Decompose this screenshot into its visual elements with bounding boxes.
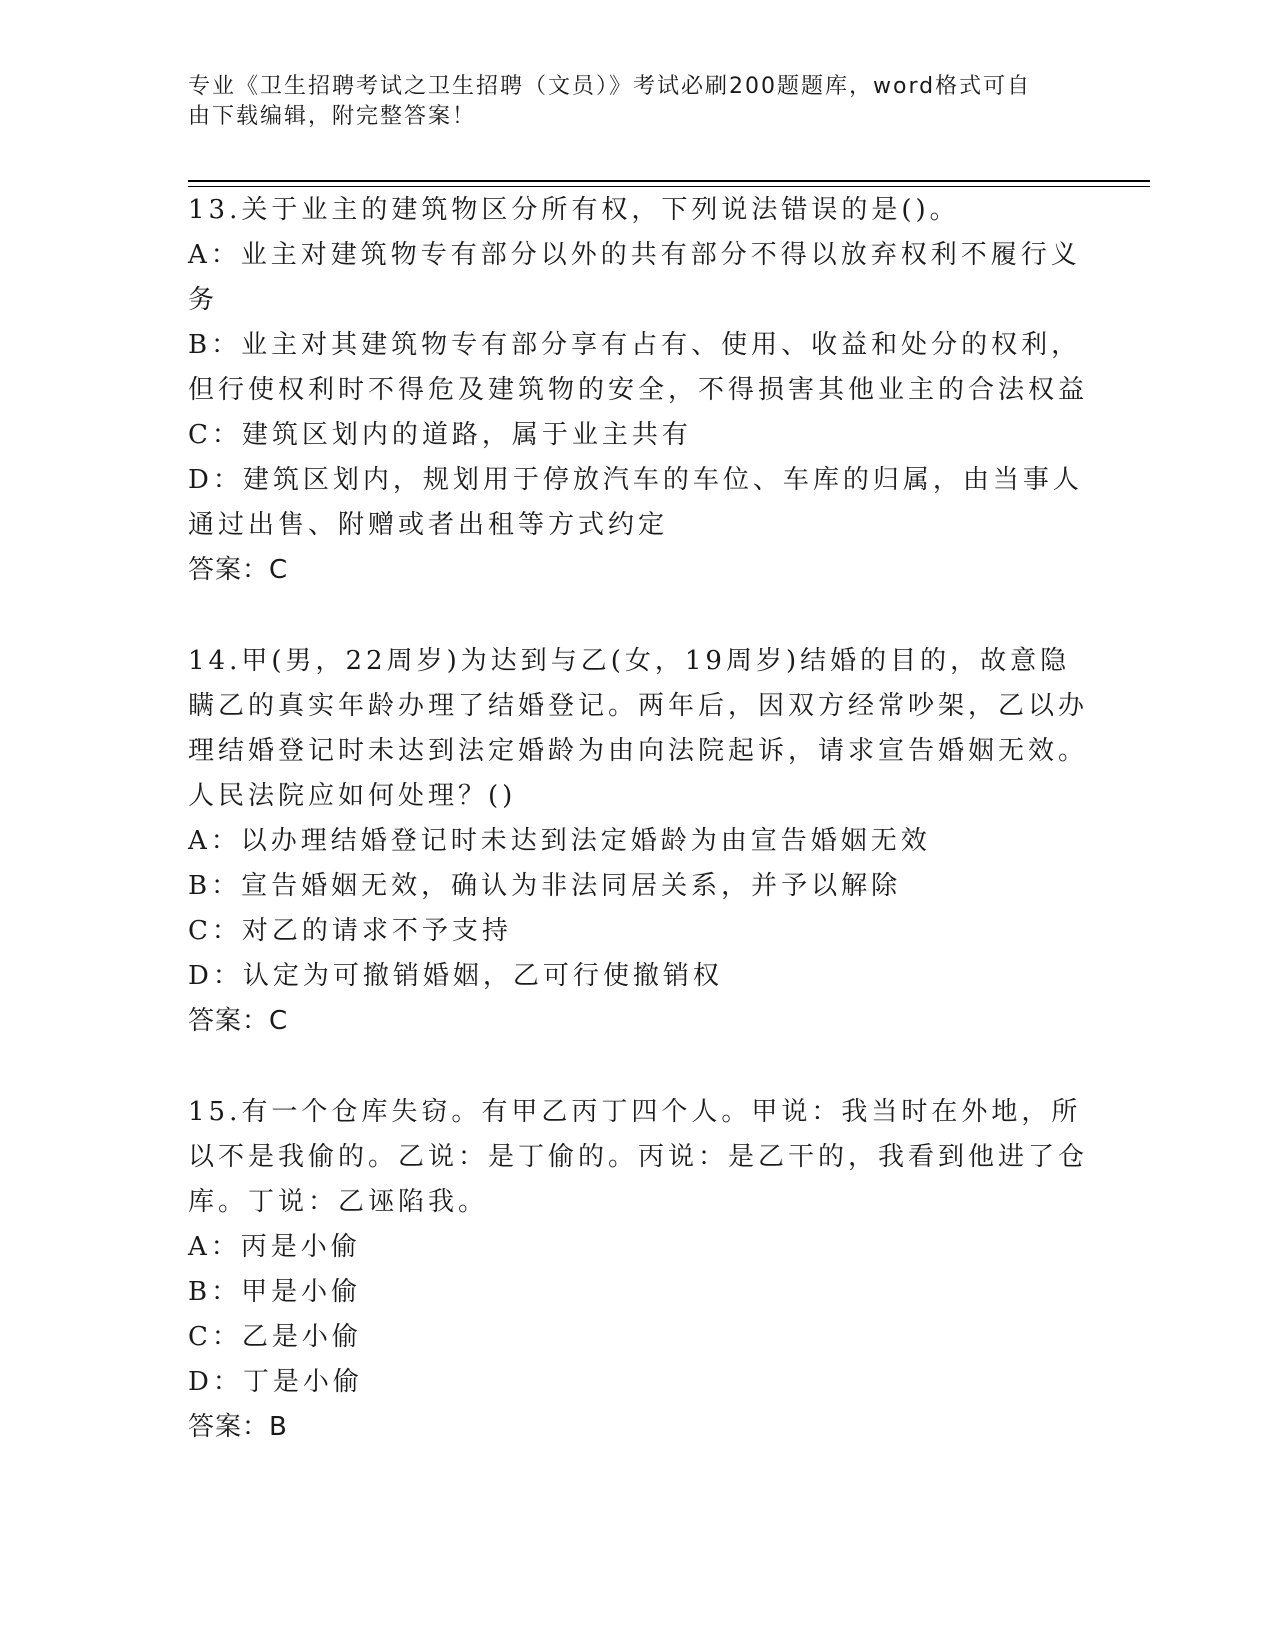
option-a: A：以办理结婚登记时未达到法定婚龄为由宣告婚姻无效	[188, 826, 931, 856]
option-c: C：对乙的请求不予支持	[188, 916, 512, 946]
answer: 答案：C	[188, 1006, 289, 1036]
option-d: D：建筑区划内，规划用于停放汽车的车位、车库的归属，由当事人通过出售、附赠或者出租等方式约定	[188, 465, 1083, 540]
question-14	[188, 639, 1088, 1044]
answer: 答案：C	[188, 555, 289, 585]
header-divider-thin	[188, 186, 1150, 187]
question-15	[188, 1090, 1088, 1450]
option-b: B：宣告婚姻无效，确认为非法同居关系，并予以解除	[188, 871, 902, 901]
header-line-1: 专业《卫生招聘考试之卫生招聘（文员）》考试必刷200题题库，word格式可自	[188, 74, 1032, 99]
option-d: D：丁是小偷	[188, 1367, 363, 1397]
answer: 答案：B	[188, 1412, 288, 1442]
option-c: C：乙是小偷	[188, 1322, 362, 1352]
document-header	[188, 72, 1068, 132]
option-a: A：丙是小偷	[188, 1232, 361, 1262]
option-d: D：认定为可撤销婚姻，乙可行使撤销权	[188, 961, 723, 991]
option-c: C：建筑区划内的道路，属于业主共有	[188, 420, 692, 450]
option-a: A：业主对建筑物专有部分以外的共有部分不得以放弃权利不履行义务	[188, 240, 1081, 315]
question-list	[188, 188, 1088, 1496]
question-stem: 13.关于业主的建筑物区分所有权，下列说法错误的是()。	[188, 195, 960, 225]
header-line-2: 由下载编辑，附完整答案！	[188, 104, 477, 129]
option-b: B：业主对其建筑物专有部分享有占有、使用、收益和处分的权利，但行使权利时不得危及建筑物的安全，不得损害其他业主的合法权益	[188, 330, 1089, 405]
question-stem: 14.甲(男，22周岁)为达到与乙(女，19周岁)结婚的目的，故意隐瞒乙的真实年龄办理了结婚登记。两年后，因双方经常吵架，乙以办理结婚登记时未达到法定婚龄为由向法院起诉，请求宣告婚姻无效。人民法院应如何处理？()	[188, 646, 1089, 811]
question-13	[188, 188, 1088, 593]
header-divider-thick	[188, 180, 1150, 182]
question-stem: 15.有一个仓库失窃。有甲乙丙丁四个人。甲说：我当时在外地，所以不是我偷的。乙说：是丁偷的。丙说：是乙干的，我看到他进了仓库。丁说：乙诬陷我。	[188, 1097, 1089, 1217]
option-b: B：甲是小偷	[188, 1277, 362, 1307]
